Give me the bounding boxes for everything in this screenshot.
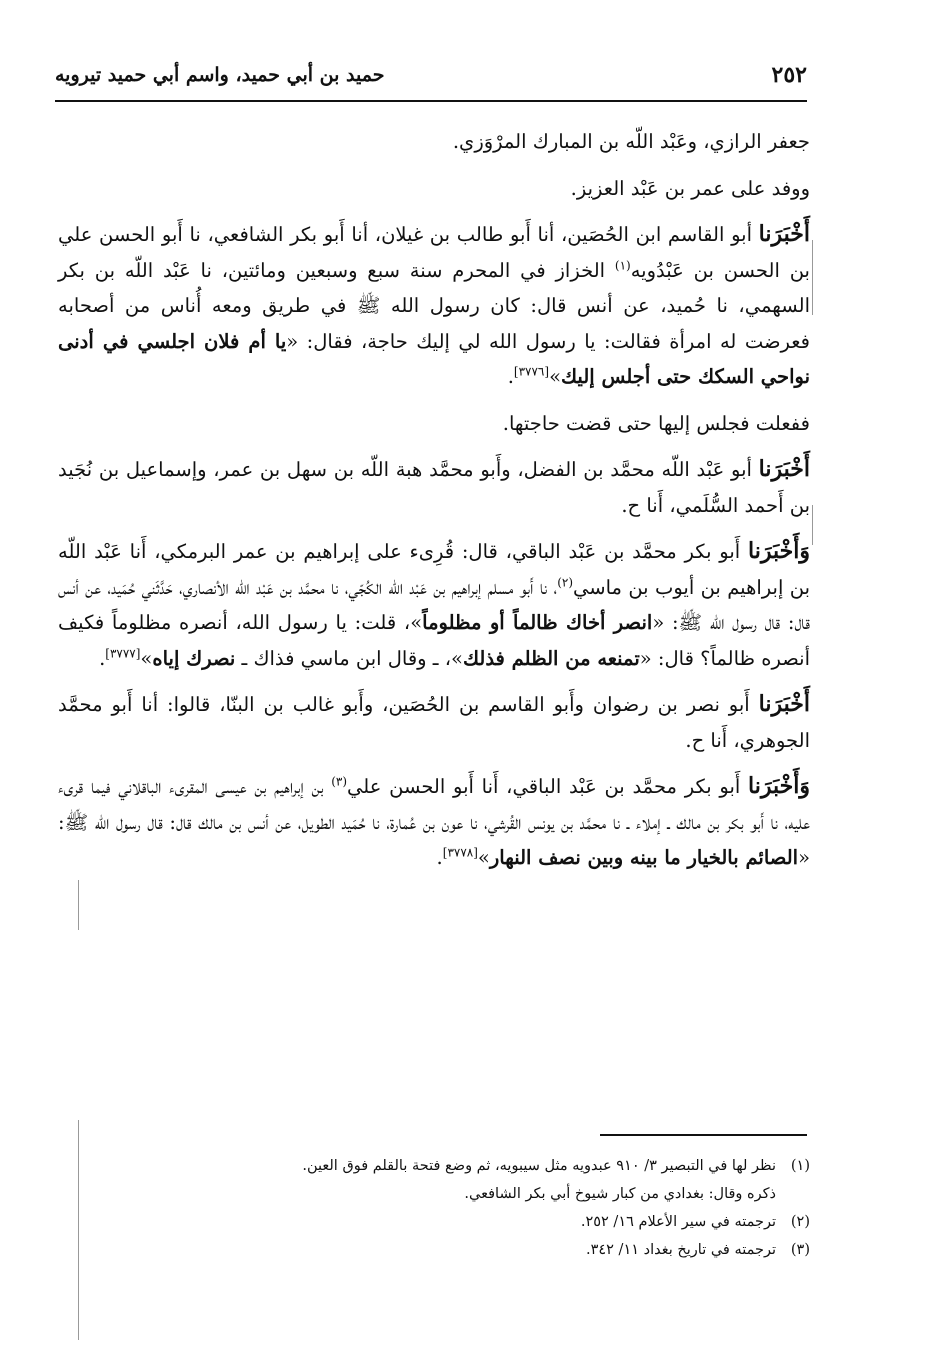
scan-margin-line [78, 880, 79, 930]
sentence-end: . [99, 646, 106, 670]
narration-text: الخزاز في المحرم سنة سبع وسبعين ومائتين، نا عَبْد اللّه بن بكر السهمي، نا حُميد، عن أنس قال: كان رسول الله ﷺ في طريق ومعه أُناس من أصحابه فعرضت له امرأة فقالت: يا رسول الله لي إليك حاجة، فقال: « [58, 258, 811, 353]
narration-text: »، ـ وقال ابن ماسي فذاك ـ [235, 646, 463, 670]
scan-margin-line [78, 1120, 79, 1340]
footnote-2 [150, 1208, 810, 1236]
paragraph-1: جعفر الرازي، وعَبْد اللّه بن المبارك المرْوَزي. [452, 130, 810, 153]
running-title: حميد بن أبي حميد، واسم أبي حميد تيرويه [55, 64, 385, 86]
sentence-end: . [436, 846, 443, 869]
isnad-keyword: وَأَخْبَرَنا [748, 538, 810, 564]
footnote-3 [150, 1236, 810, 1264]
isnad-text: أَبو بكر محمَّد بن عَبْد الباقي، قال: قُرِىء على إبراهيم بن عمر البرمكي، أَنا عَبْد اللّه بن إبراهيم بن أيوب بن ماسي [58, 540, 810, 599]
isnad-text: أبو القاسم ابن الحُصَين، أنا أَبو طالب بن غيلان، أنا أَبو بكر الشافعي، نا أَبو الحسن علي بن الحسن بن عَبْدُويه [58, 223, 810, 282]
isnad-keyword: أَخْبَرَنا [758, 691, 810, 717]
paragraph-5 [58, 452, 810, 523]
footnote-text: نظر لها في التبصير ٣/ ٩١٠ عبدويه مثل سيبويه، ثم وضع فتحة بالقلم فوق العين. [302, 1158, 776, 1174]
hadith-text: تمنعه من الظلم فذلك [462, 646, 640, 670]
footnote-marker: (١) [614, 258, 631, 272]
hadith-text: نصرك إياه [152, 646, 236, 670]
narration-text: »، قلت: يا رسول الله، أنصره مظلوماً فكيف أنصره ظالماً؟ قال: « [58, 611, 810, 670]
hadith-text: انصر أخاك ظالماً أو مظلوماً [422, 611, 653, 634]
footnote-marker: (٢) [557, 575, 574, 589]
isnad-text: أبو عَبْد اللّه محمَّد بن الفضل، وأَبو محمَّد هبة اللّه بن سهل بن عمر، وإسماعيل بن نُجَيد بن أَحمد السُّلَمي، أَنا ح. [58, 458, 810, 517]
footnote-number: (١) [790, 1158, 810, 1174]
hadith-number: [٣٧٧٧] [105, 646, 141, 660]
quote-close: » [140, 646, 153, 670]
hadith-text: يا أم فلان اجلسي في أدنى نواحي السكك حتى أجلس إليك [58, 329, 810, 388]
hadith-number: [٣٧٧٦] [513, 364, 550, 379]
isnad-keyword: أَخْبَرَنا [758, 456, 810, 482]
footnote-number: (٢) [790, 1214, 810, 1230]
footnote-marker: (٣) [331, 774, 348, 789]
isnad-text: أَبو بكر محمَّد بن عَبْد الباقي، أَنا أَبو الحسن علي [347, 775, 749, 798]
footnote-separator [600, 1134, 807, 1136]
quote-close: » [549, 365, 561, 388]
footnote-text: ترجمته في سير الأعلام ١٦/ ٢٥٢. [580, 1214, 776, 1230]
scan-margin-line [812, 505, 813, 545]
paragraph-2: ووفد على عمر بن عَبْد العزيز. [570, 176, 810, 200]
narration-text: بن إبراهيم بن عيسى المقرىء الباقلاني فيما قرىء عليه، نا أَبو بكر بن مالك ـ إملاء ـ نا محمَّد بن يونس القُرشي، نا عون بن عُمارة، نا حُمَيد الطويل، عن أنس بن مالك قال: قال رسول الله ﷺ: « [58, 775, 810, 869]
paragraph-3 [58, 217, 810, 395]
hadith-text: الصائم بالخيار ما بينه وبين نصف النهار [489, 846, 799, 869]
footnote-1 [150, 1152, 810, 1180]
footnotes [150, 1152, 810, 1264]
isnad-keyword: وَأَخْبَرَنا [748, 773, 810, 799]
footnote-number: (٣) [790, 1242, 810, 1258]
isnad-keyword: أَخْبَرَنا [758, 221, 810, 247]
paragraph-6 [58, 534, 810, 676]
page-header [55, 60, 807, 102]
narration-text: ، نا أَبو مسلم إبراهيم بن عَبْد اللّه الكُجّي، نا محمَّد بن عَبْد اللّه الأنصاري، حَدَّثَني حُمَيد، عن أنس قال: قال رسول الله ﷺ: « [58, 575, 810, 634]
isnad-text: أَبو نصر بن رضوان وأَبو القاسم بن الحُصَين، وأَبو غالب بن البنّا، قالوا: أنا أَبو محمَّد الجوهري، أَنا ح. [58, 693, 810, 752]
footnote-text: ترجمته في تاريخ بغداد ١١/ ٣٤٢. [585, 1242, 776, 1258]
page-number: ٢٥٢ [771, 62, 807, 88]
footnote-1-continuation: ذكره وقال: بغدادي من كبار شيوخ أبي بكر الشافعي. [464, 1186, 776, 1202]
paragraph-8 [58, 769, 810, 876]
sentence-end: . [507, 365, 514, 388]
paragraph-7 [58, 687, 810, 758]
quote-close: » [477, 846, 490, 869]
main-text [58, 124, 810, 887]
scan-margin-line [812, 240, 813, 315]
paragraph-4: ففعلت فجلس إليها حتى قضت حاجتها. [502, 411, 810, 435]
hadith-number: [٣٧٧٨] [442, 845, 478, 860]
